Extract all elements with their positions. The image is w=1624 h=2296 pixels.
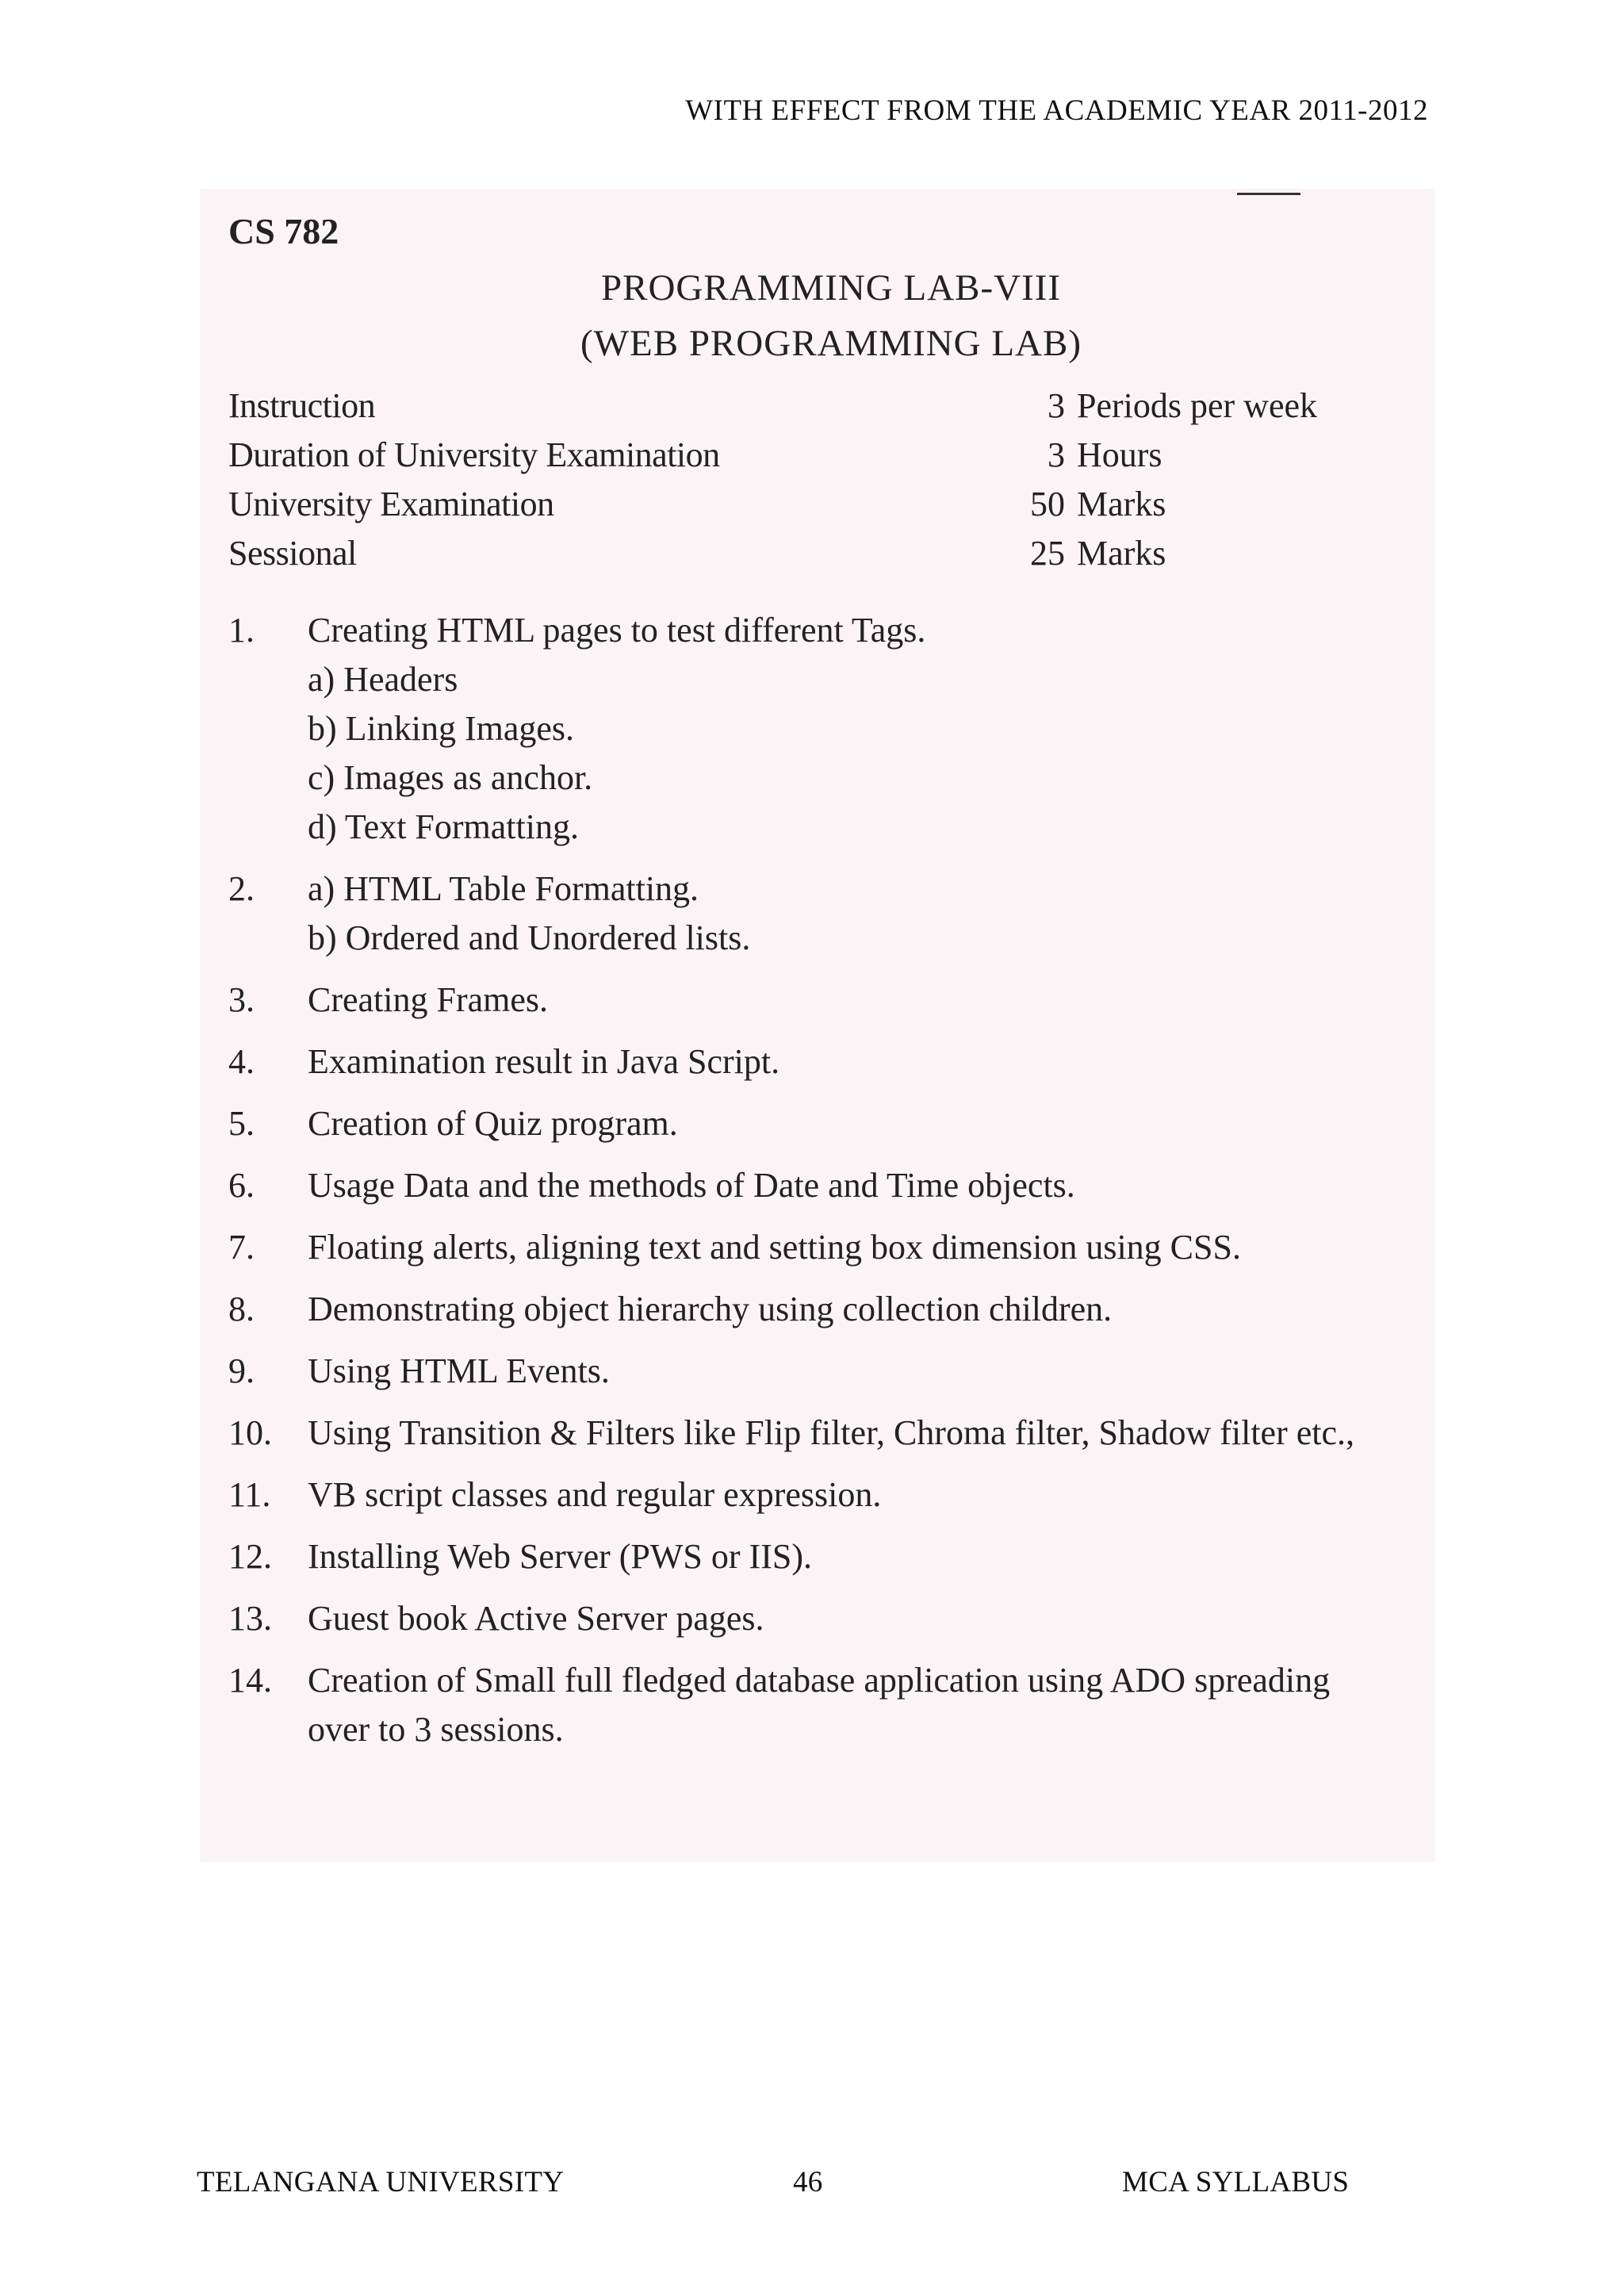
page-header: WITH EFFECT FROM THE ACADEMIC YEAR 2011-2012 (685, 94, 1428, 127)
info-unit: Periods per week (1077, 385, 1318, 425)
list-item (228, 1223, 1394, 1272)
course-title (0, 260, 1624, 371)
list-item (228, 1470, 1394, 1520)
info-row (228, 381, 1370, 430)
list-item-body (308, 1594, 1394, 1643)
list-item-body (308, 1223, 1394, 1272)
info-row (228, 479, 1370, 528)
scan-mark (1237, 193, 1300, 195)
list-item-body (308, 1470, 1394, 1520)
info-value: 50 (1030, 484, 1065, 523)
list-item-text: Creation of Small full fledged database application using ADO spreading over to 3 sessions. (308, 1661, 1331, 1749)
footer-university: TELANGANA UNIVERSITY (197, 2166, 565, 2198)
list-item-text: Creation of Quiz program. (308, 1104, 678, 1143)
list-item-body (308, 1347, 1394, 1396)
list-item-body (308, 1532, 1394, 1581)
list-item-text: Usage Data and the methods of Date and Time objects. (308, 1166, 1075, 1205)
list-item-text: Examination result in Java Script. (308, 1042, 780, 1081)
list-item-text: Creating HTML pages to test different Tags. (308, 611, 926, 650)
lab-exercise-list (228, 606, 1394, 1767)
list-item-text: a) HTML Table Formatting. (308, 869, 699, 908)
list-item-number: 6. (228, 1166, 255, 1205)
list-item-number: 3. (228, 980, 255, 1019)
list-item-number: 12. (228, 1537, 272, 1576)
footer-syllabus: MCA SYLLABUS (1122, 2166, 1350, 2198)
list-item-body (308, 1037, 1394, 1087)
info-label: Sessional (228, 533, 357, 573)
list-item-text: Guest book Active Server pages. (308, 1599, 764, 1638)
list-item (228, 1409, 1394, 1458)
list-item (228, 1347, 1394, 1396)
list-item-body (308, 1285, 1394, 1334)
page-number: 46 (793, 2166, 823, 2198)
list-item-text: VB script classes and regular expression. (308, 1475, 882, 1514)
course-title-line1: PROGRAMMING LAB-VIII (600, 267, 1062, 309)
list-item (228, 976, 1394, 1025)
info-label: Duration of University Examination (228, 435, 720, 474)
list-item-number: 14. (228, 1661, 272, 1700)
list-item-number: 2. (228, 869, 255, 908)
list-item (228, 1532, 1394, 1581)
list-item-body (308, 1656, 1394, 1754)
list-item (228, 1161, 1394, 1210)
list-item-body (308, 1099, 1394, 1148)
info-unit: Hours (1077, 435, 1162, 474)
list-item-number: 8. (228, 1290, 255, 1328)
list-subitem: d) Text Formatting. (308, 807, 579, 846)
list-item-text: Floating alerts, aligning text and setting box dimension using CSS. (308, 1228, 1241, 1267)
list-subitem: b) Linking Images. (308, 709, 575, 748)
list-item (228, 1594, 1394, 1643)
info-row (228, 430, 1370, 479)
info-unit: Marks (1077, 533, 1166, 573)
list-item-number: 9. (228, 1351, 255, 1390)
list-item-number: 1. (228, 611, 255, 650)
list-item (228, 606, 1394, 852)
list-subitem: c) Images as anchor. (308, 758, 593, 797)
list-item (228, 1656, 1394, 1754)
list-item-number: 10. (228, 1413, 272, 1452)
course-title-line2: (WEB PROGRAMMING LAB) (580, 323, 1082, 364)
list-item-text: Using HTML Events. (308, 1351, 610, 1390)
info-value: 3 (1048, 385, 1065, 425)
info-value: 25 (1030, 533, 1065, 573)
info-value: 3 (1048, 435, 1065, 474)
list-item-number: 4. (228, 1042, 255, 1081)
list-item (228, 1099, 1394, 1148)
info-label: Instruction (228, 385, 376, 425)
list-item-body (308, 606, 1394, 852)
list-item (228, 1037, 1394, 1087)
list-item-text: Installing Web Server (PWS or IIS). (308, 1537, 812, 1576)
course-code: CS 782 (228, 211, 339, 251)
info-row (228, 528, 1370, 577)
list-item-body (308, 976, 1394, 1025)
info-unit: Marks (1077, 484, 1166, 523)
course-info-table (228, 381, 1370, 577)
list-item-text: Using Transition & Filters like Flip filter, Chroma filter, Shadow filter etc., (308, 1413, 1355, 1452)
list-item-text: Creating Frames. (308, 980, 549, 1019)
list-item-number: 5. (228, 1104, 255, 1143)
info-label: University Examination (228, 484, 554, 523)
list-item-number: 7. (228, 1228, 255, 1267)
list-item-body (308, 864, 1394, 963)
list-item (228, 864, 1394, 963)
list-item (228, 1285, 1394, 1334)
list-item-body (308, 1161, 1394, 1210)
list-subitem: a) Headers (308, 660, 458, 699)
list-subitem: b) Ordered and Unordered lists. (308, 918, 751, 957)
list-item-body (308, 1409, 1394, 1458)
list-item-number: 11. (228, 1475, 271, 1514)
list-item-text: Demonstrating object hierarchy using collection children. (308, 1290, 1113, 1328)
list-item-number: 13. (228, 1599, 272, 1638)
